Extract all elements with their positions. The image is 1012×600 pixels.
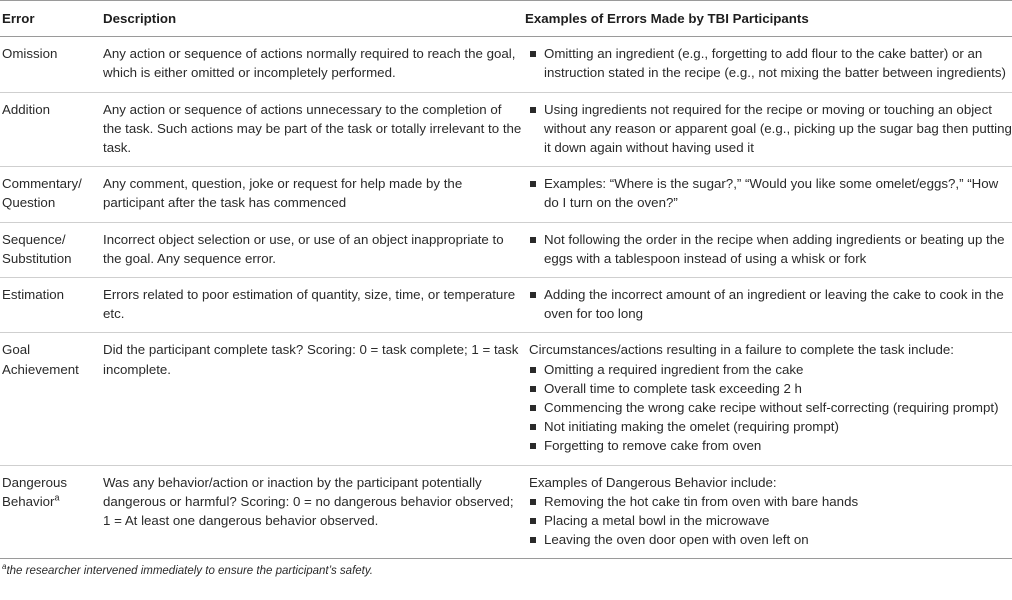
bullet-item: Forgetting to remove cake from oven [529,436,1012,455]
examples-cell [525,167,1012,222]
description-cell: Errors related to poor estimation of quantity, size, time, or temperature etc. [97,278,525,333]
bullet-item: Removing the hot cake tin from oven with bare hands [529,492,1012,511]
bullet-item: Examples: “Where is the sugar?,” “Would you like some omelet/eggs?,” “How do I turn on the oven?” [529,174,1012,212]
examples-cell [525,333,1012,465]
footnote-text: the researcher intervened immediately to ensure the participant’s safety. [6,565,373,578]
description-cell: Did the participant complete task? Scoring: 0 = task complete; 1 = task incomplete. [97,333,525,465]
header-description: Description [97,1,525,37]
error-cell: Goal Achievement [0,333,97,465]
header-examples: Examples of Errors Made by TBI Participants [525,1,1012,37]
table-row [0,465,1012,559]
footnote-marker: a [2,562,7,572]
bullet-item: Overall time to complete task exceeding 2 h [529,379,1012,398]
description-cell: Any action or sequence of actions unnecessary to the completion of the task. Such actions may be part of the task or totally irrelevant to the task. [97,92,525,167]
examples-cell [525,37,1012,92]
error-cell: Estimation [0,278,97,333]
description-cell: Was any behavior/action or inaction by the participant potentially dangerous or harmful? Scoring: 0 = no dangerous behavior observed; 1 = At least one dangerous behavior observed. [97,465,525,559]
error-cell: Sequence/ Substitution [0,222,97,277]
bullet-item: Using ingredients not required for the recipe or moving or touching an object without any reason or apparent goal (e.g., picking up the sugar bag then putting it down again without having used it [529,100,1012,158]
examples-cell [525,92,1012,167]
bullet-item: Not following the order in the recipe when adding ingredients or beating up the eggs with a tablespoon instead of using a whisk or fork [529,230,1012,268]
table-row [0,167,1012,222]
description-cell: Incorrect object selection or use, or use of an object inappropriate to the goal. Any sequence error. [97,222,525,277]
examples-cell [525,465,1012,559]
header-error: Error [0,1,97,37]
description-cell: Any comment, question, joke or request for help made by the participant after the task has commenced [97,167,525,222]
examples-intro: Circumstances/actions resulting in a failure to complete the task include: [529,342,954,358]
footnote-marker: a [54,492,60,503]
description-cell: Any action or sequence of actions normally required to reach the goal, which is either omitted or incompletely performed. [97,37,525,92]
bullet-item: Placing a metal bowl in the microwave [529,511,1012,530]
examples-cell [525,222,1012,277]
error-cell: Commentary/ Question [0,167,97,222]
error-cell: Omission [0,37,97,92]
examples-cell [525,278,1012,333]
bullet-item: Not initiating making the omelet (requiring prompt) [529,417,1012,436]
error-cell [0,465,97,559]
header-row [0,1,1012,37]
error-cell: Addition [0,92,97,167]
bullet-item: Omitting a required ingredient from the cake [529,360,1012,379]
error-label: Dangerous Behavior [2,474,68,509]
table-row [0,37,1012,92]
bullet-item: Commencing the wrong cake recipe without self-correcting (requiring prompt) [529,398,1012,417]
table-footnote [0,559,1012,577]
table-row [0,92,1012,167]
bullet-item: Leaving the oven door open with oven left on [529,530,1012,549]
bullet-item: Adding the incorrect amount of an ingredient or leaving the cake to cook in the oven for too long [529,285,1012,323]
table-row [0,278,1012,333]
bullet-item: Omitting an ingredient (e.g., forgetting to add flour to the cake batter) or an instruction stated in the recipe (e.g., not mixing the batter between ingredients) [529,44,1012,82]
table-row [0,333,1012,465]
table-row [0,222,1012,277]
examples-intro: Examples of Dangerous Behavior include: [529,474,777,490]
